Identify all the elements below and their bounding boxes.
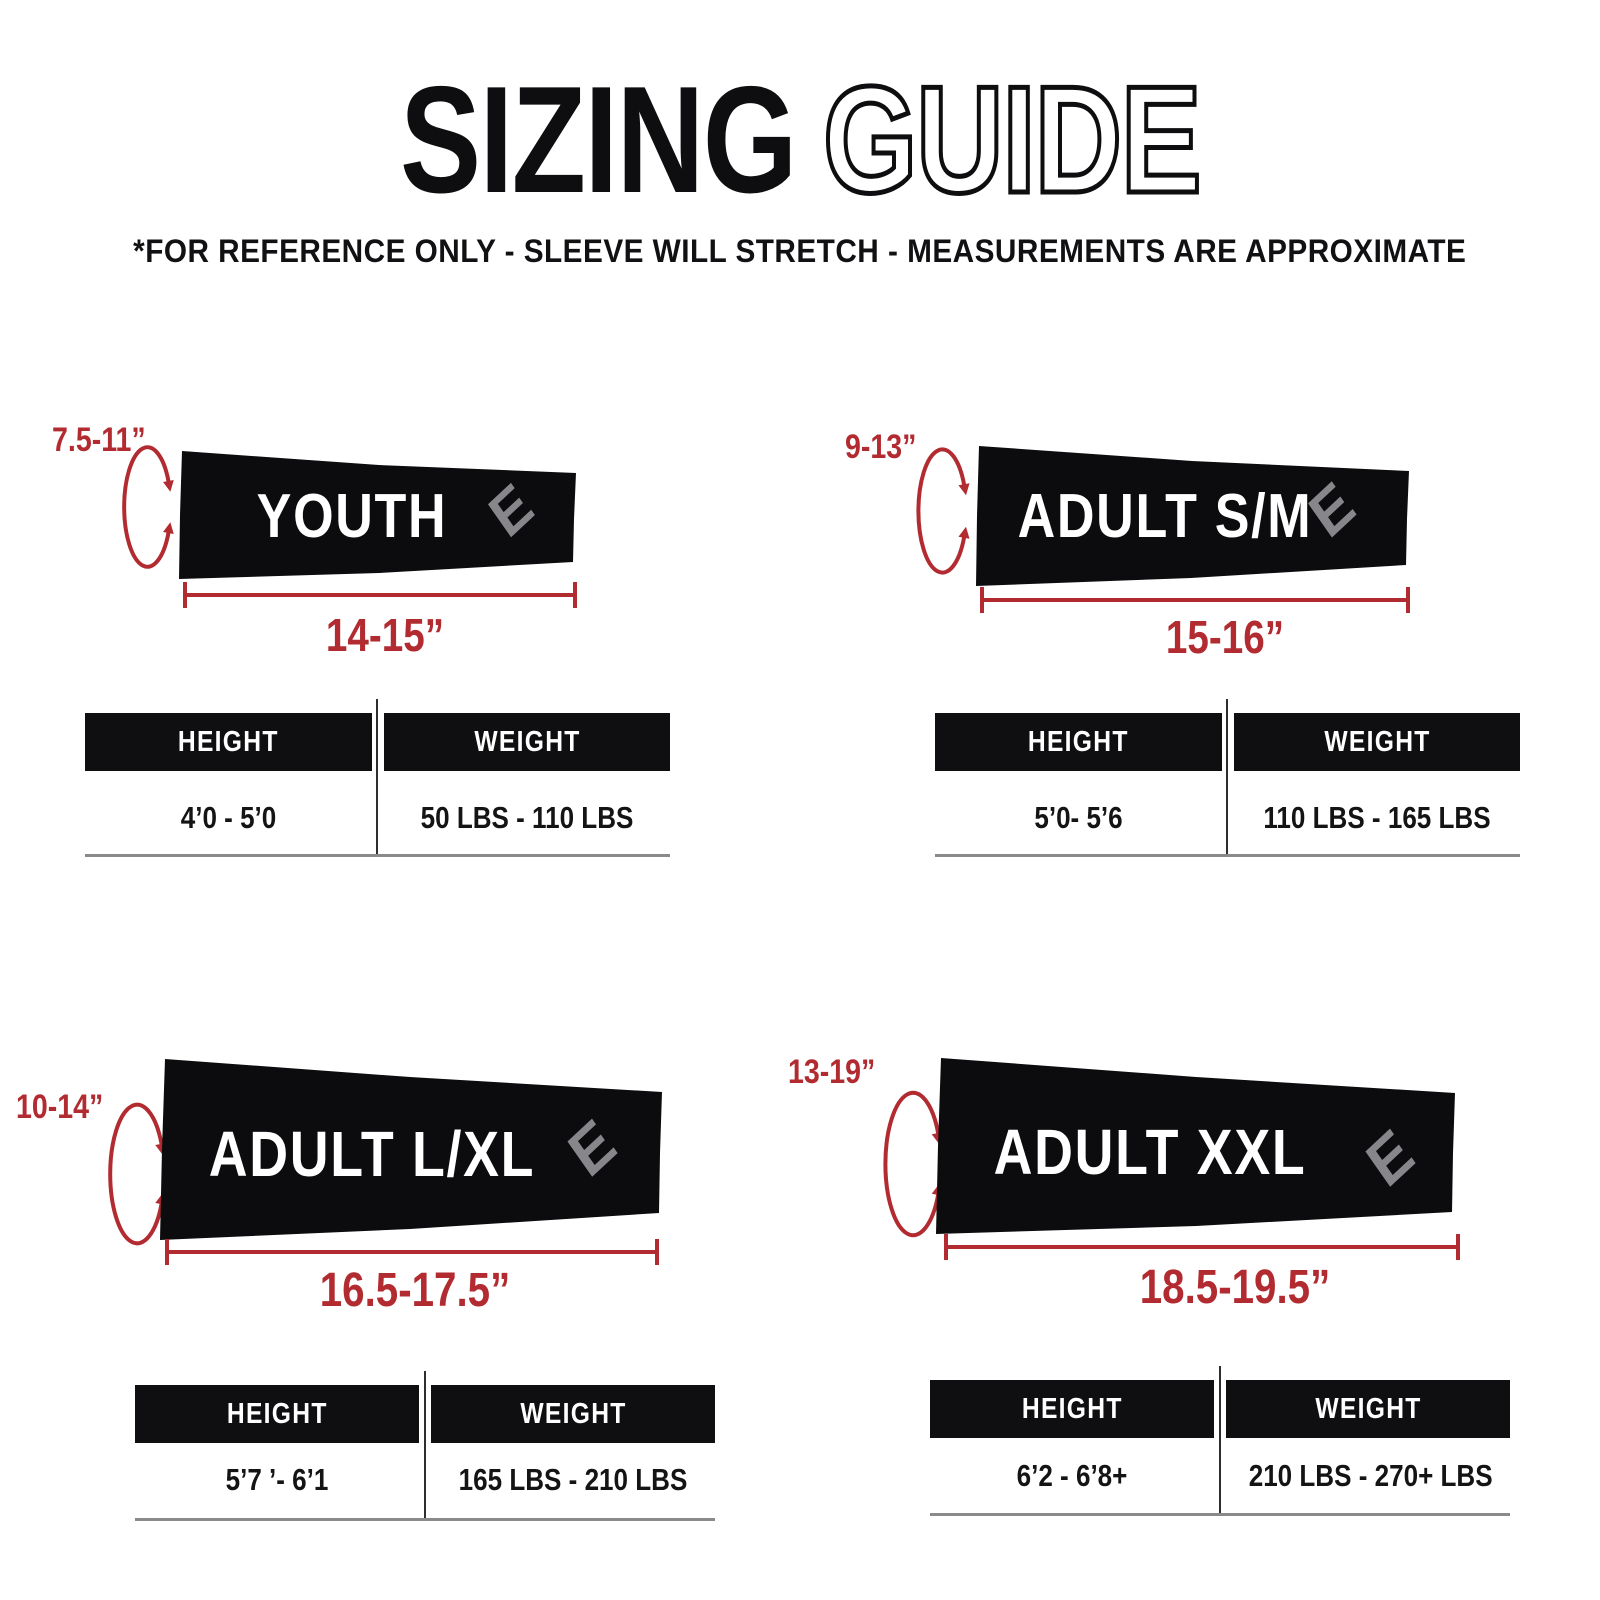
brand-e-logo-icon: E <box>478 470 545 551</box>
weight-header: WEIGHT <box>1226 1380 1510 1438</box>
page-title <box>0 55 1600 225</box>
length-label: 16.5-17.5” <box>319 1264 511 1317</box>
weight-value: 210 LBS - 270+ LBS <box>1248 1458 1493 1493</box>
column-divider <box>424 1371 426 1521</box>
height-header: HEIGHT <box>135 1385 419 1443</box>
weight-value: 165 LBS - 210 LBS <box>458 1462 688 1497</box>
circumference-label: 13-19” <box>788 1053 876 1091</box>
page-title-solid: SIZING <box>399 55 796 225</box>
length-measure-line <box>165 1250 659 1254</box>
weight-header: WEIGHT <box>431 1385 715 1443</box>
weight-header: WEIGHT <box>1234 713 1520 771</box>
column-divider <box>1219 1366 1221 1516</box>
sleeve-size-label: ADULT L/XL <box>208 1118 536 1190</box>
length-measure-line <box>980 598 1410 602</box>
length-measure-line <box>944 1245 1460 1249</box>
sleeve-size-label: YOUTH <box>256 482 448 551</box>
table-underline <box>935 854 1520 857</box>
brand-e-logo-icon: E <box>1297 468 1366 551</box>
circumference-label: 9-13” <box>845 428 917 466</box>
length-measure-line <box>183 593 577 597</box>
brand-e-logo-icon: E <box>557 1105 628 1192</box>
height-value: 5’7 ’- 6’1 <box>225 1462 329 1497</box>
table-underline <box>135 1518 715 1521</box>
length-label: 14-15” <box>325 609 445 661</box>
brand-e-logo-icon: E <box>1355 1115 1426 1202</box>
circumference-label: 7.5-11” <box>52 421 146 459</box>
height-value: 5’0- 5’6 <box>1034 800 1123 835</box>
page-subtitle: *FOR REFERENCE ONLY - SLEEVE WILL STRETCH - MEASUREMENTS ARE APPROXIMATE <box>133 233 1467 269</box>
page-title-outline: GUIDE <box>822 55 1201 225</box>
weight-value: 110 LBS - 165 LBS <box>1263 800 1491 835</box>
weight-header: WEIGHT <box>384 713 670 771</box>
weight-value: 50 LBS - 110 LBS <box>420 800 634 835</box>
height-value: 6’2 - 6’8+ <box>1016 1458 1128 1493</box>
circumference-arrow-ellipse-icon <box>116 441 182 573</box>
table-underline <box>85 854 670 857</box>
length-label: 15-16” <box>1165 611 1285 663</box>
sleeve-size-label: ADULT S/M <box>1017 482 1313 551</box>
column-divider <box>1226 699 1228 857</box>
height-header: HEIGHT <box>935 713 1222 771</box>
length-label: 18.5-19.5” <box>1139 1261 1331 1314</box>
sleeve-size-label: ADULT XXL <box>993 1116 1307 1188</box>
table-underline <box>930 1513 1510 1516</box>
column-divider <box>376 699 378 857</box>
circumference-label: 10-14” <box>16 1088 104 1126</box>
height-header: HEIGHT <box>930 1380 1214 1438</box>
circumference-arrow-ellipse-icon <box>910 443 978 579</box>
height-value: 4’0 - 5’0 <box>180 800 277 835</box>
height-header: HEIGHT <box>85 713 372 771</box>
